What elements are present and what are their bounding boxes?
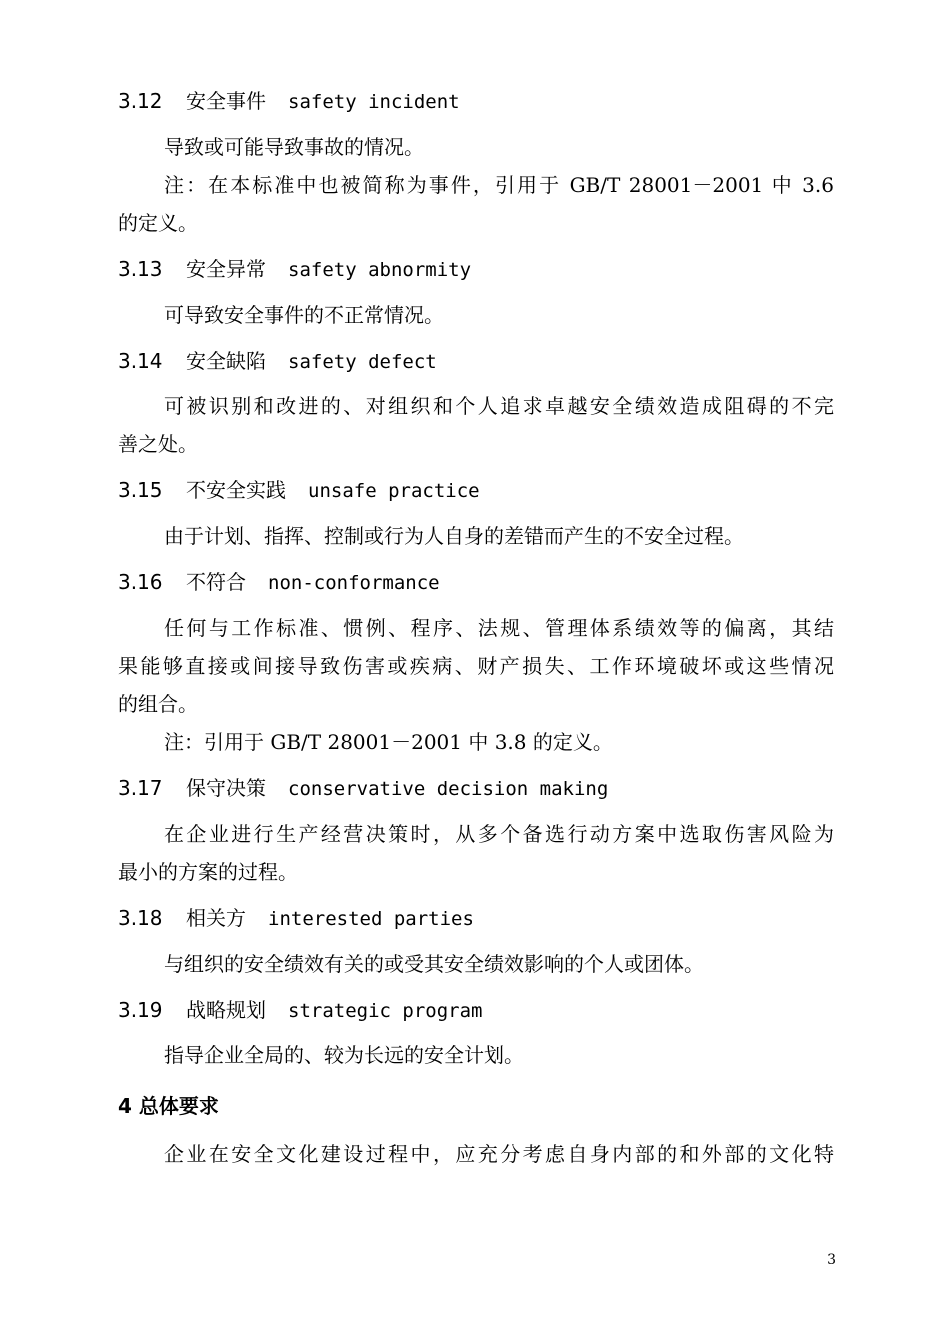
term-number: 3.13 [118, 257, 163, 281]
term-chinese: 不安全实践 [186, 478, 286, 502]
term-definition-continued: 果能够直接或间接导致伤害或疾病、财产损失、工作环境破坏或这些情况 [118, 654, 834, 678]
term-definition: 可被识别和改进的、对组织和个人追求卓越安全绩效造成阻碍的不完 [164, 394, 834, 418]
term-definition-continued: 的组合。 [118, 692, 198, 716]
term-english: safety incident [288, 91, 460, 113]
term-chinese: 保守决策 [186, 776, 266, 800]
term-english: safety defect [288, 351, 437, 373]
term-definition: 在企业进行生产经营决策时，从多个备选行动方案中选取伤害风险为 [164, 822, 834, 846]
term-heading-3-12 [118, 87, 834, 116]
term-chinese: 安全事件 [186, 89, 266, 113]
term-english: conservative decision making [288, 778, 609, 800]
term-number: 3.19 [118, 998, 163, 1022]
term-definition-continued: 最小的方案的过程。 [118, 860, 298, 884]
term-definition: 可导致安全事件的不正常情况。 [164, 303, 444, 327]
term-chinese: 安全异常 [186, 257, 266, 281]
term-number: 3.16 [118, 570, 163, 594]
term-number: 3.17 [118, 776, 163, 800]
term-number: 3.14 [118, 349, 163, 373]
term-chinese: 不符合 [186, 570, 246, 594]
term-chinese: 战略规划 [186, 998, 266, 1022]
section-paragraph: 企业在安全文化建设过程中，应充分考虑自身内部的和外部的文化特 [164, 1142, 834, 1166]
term-definition: 与组织的安全绩效有关的或受其安全绩效影响的个人或团体。 [164, 952, 704, 976]
term-english: unsafe practice [308, 480, 480, 502]
term-heading-3-13 [118, 255, 834, 284]
term-definition: 导致或可能导致事故的情况。 [164, 135, 424, 159]
term-english: non-conformance [268, 572, 440, 594]
term-definition-continued: 善之处。 [118, 432, 198, 456]
term-chinese: 相关方 [186, 906, 246, 930]
term-heading-3-15 [118, 476, 834, 505]
term-heading-3-14 [118, 347, 834, 376]
term-definition: 由于计划、指挥、控制或行为人自身的差错而产生的不安全过程。 [164, 524, 744, 548]
section-heading: 4 总体要求 [118, 1094, 219, 1118]
term-chinese: 安全缺陷 [186, 349, 266, 373]
term-definition: 任何与工作标准、惯例、程序、法规、管理体系绩效等的偏离，其结 [164, 616, 834, 640]
term-english: interested parties [268, 908, 474, 930]
page-number: 3 [827, 1252, 836, 1268]
term-number: 3.12 [118, 89, 163, 113]
term-english: strategic program [288, 1000, 483, 1022]
term-heading-3-18 [118, 904, 834, 933]
term-english: safety abnormity [288, 259, 472, 281]
term-note-continued: 的定义。 [118, 211, 198, 235]
term-heading-3-17 [118, 774, 834, 803]
term-note: 注：在本标准中也被简称为事件，引用于 GB/T 28001－2001 中 3.6 [164, 173, 834, 197]
term-heading-3-16 [118, 568, 834, 597]
term-note: 注：引用于 GB/T 28001－2001 中 3.8 的定义。 [164, 730, 613, 754]
term-number: 3.18 [118, 906, 163, 930]
term-heading-3-19 [118, 996, 834, 1025]
term-definition: 指导企业全局的、较为长远的安全计划。 [164, 1043, 524, 1067]
term-number: 3.15 [118, 478, 163, 502]
